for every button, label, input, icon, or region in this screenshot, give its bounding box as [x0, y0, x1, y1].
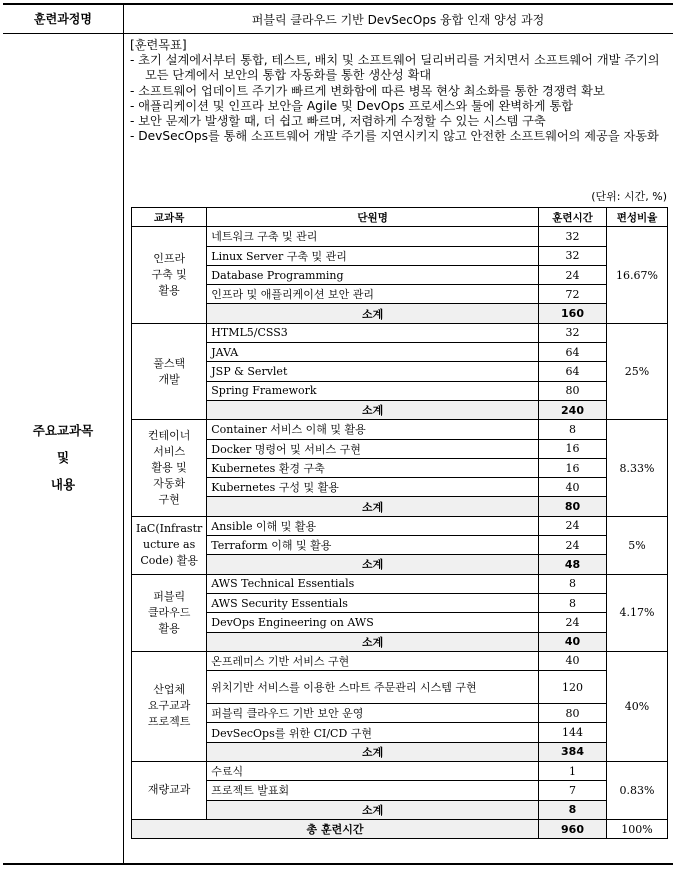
subtotal-row	[132, 632, 668, 651]
subject-name: 산업체 요구교과 프로젝트	[132, 651, 207, 761]
unit-name: Ansible 이해 및 활용	[207, 516, 539, 535]
unit-name: Terraform 이해 및 활용	[207, 536, 539, 555]
unit-hours: 32	[539, 246, 607, 265]
subject-ratio: 16.67%	[607, 227, 668, 323]
subject-table	[131, 207, 668, 839]
goal-list	[130, 53, 670, 144]
header-subject: 교과목	[132, 208, 207, 227]
subject-ratio: 40%	[607, 651, 668, 761]
subject-name: 풀스택 개발	[132, 323, 207, 419]
subtotal-row	[132, 400, 668, 419]
header-unit: 단원명	[207, 208, 539, 227]
row-divider	[3, 33, 673, 34]
unit-name: 수료식	[207, 762, 539, 781]
table-row	[132, 265, 668, 284]
table-row	[132, 381, 668, 400]
unit-name: Kubernetes 구성 및 활용	[207, 478, 539, 497]
subject-ratio: 4.17%	[607, 574, 668, 651]
unit-name: 네트워크 구축 및 관리	[207, 227, 539, 246]
table-row	[132, 246, 668, 265]
unit-hours: 144	[539, 723, 607, 742]
table-row	[132, 762, 668, 781]
section-label	[3, 417, 123, 498]
unit-hours: 24	[539, 613, 607, 632]
section-label-line: 주요교과목	[32, 423, 94, 438]
subtotal-hours: 384	[539, 742, 607, 761]
unit-name: JSP & Servlet	[207, 362, 539, 381]
unit-hours: 120	[539, 671, 607, 704]
column-divider	[123, 5, 124, 863]
table-row	[132, 478, 668, 497]
table-row	[132, 362, 668, 381]
table-row	[132, 343, 668, 362]
table-row	[132, 574, 668, 593]
subtotal-label: 소계	[207, 400, 539, 419]
subtotal-label: 소계	[207, 555, 539, 574]
unit-hours: 32	[539, 323, 607, 342]
subtotal-hours: 8	[539, 800, 607, 819]
table-row	[132, 516, 668, 535]
unit-hours: 16	[539, 439, 607, 458]
unit-name: Database Programming	[207, 265, 539, 284]
subtotal-hours: 240	[539, 400, 607, 419]
table-row	[132, 439, 668, 458]
subject-ratio: 0.83%	[607, 762, 668, 820]
unit-hours: 1	[539, 762, 607, 781]
subtotal-label: 소계	[207, 742, 539, 761]
table-row	[132, 613, 668, 632]
goal-header: [훈련목표]	[130, 38, 187, 52]
table-row	[132, 593, 668, 612]
unit-hours: 24	[539, 536, 607, 555]
unit-name: 퍼블릭 클라우드 기반 보안 운영	[207, 704, 539, 723]
header-hours: 훈련시간	[539, 208, 607, 227]
goal-item: - DevSecOps를 통해 소프트웨어 개발 주기를 지연시키지 않고 안전한 소프트웨어의 제공을 자동화	[130, 129, 659, 144]
unit-name: 프로젝트 발표회	[207, 781, 539, 800]
table-row	[132, 227, 668, 246]
subject-ratio: 8.33%	[607, 420, 668, 516]
table-row	[132, 723, 668, 742]
subject-name: 재량교과	[132, 762, 207, 820]
goal-item: - 애플리케이션 및 인프라 보안을 Agile 및 DevOps 프로세스와 툴에 완벽하게 통합	[130, 98, 574, 113]
unit-name: Container 서비스 이해 및 활용	[207, 420, 539, 439]
subject-ratio: 5%	[607, 516, 668, 574]
unit-hours: 16	[539, 458, 607, 477]
unit-hours: 8	[539, 420, 607, 439]
table-row	[132, 671, 668, 704]
total-label: 총 훈련시간	[132, 819, 539, 838]
table-row	[132, 285, 668, 304]
subject-name: IaC(Infrastr ucture as Code) 활용	[132, 516, 207, 574]
unit-hours: 24	[539, 265, 607, 284]
unit-name: DevSecOps를 위한 CI/CD 구현	[207, 723, 539, 742]
subject-name: 컨테이너 서비스 활용 및 자동화 구현	[132, 420, 207, 516]
unit-hours: 24	[539, 516, 607, 535]
section-label-line: 및	[56, 450, 70, 465]
unit-name: 위치기반 서비스를 이용한 스마트 주문관리 시스템 구현	[207, 671, 539, 704]
subtotal-label: 소계	[207, 632, 539, 651]
subtotal-hours: 160	[539, 304, 607, 323]
table-header-row	[132, 208, 668, 227]
unit-hours: 40	[539, 478, 607, 497]
total-hours: 960	[539, 819, 607, 838]
section-label-line: 내용	[50, 477, 76, 492]
goal-item: - 보안 문제가 발생할 때, 더 쉽고 빠르며, 저렴하게 수정할 수 있는 시스템 구축	[130, 114, 546, 129]
subject-name: 인프라 구축 및 활용	[132, 227, 207, 323]
unit-name: HTML5/CSS3	[207, 323, 539, 342]
unit-name: AWS Security Essentials	[207, 593, 539, 612]
unit-name: Spring Framework	[207, 381, 539, 400]
unit-hours: 64	[539, 343, 607, 362]
program-title-label: 훈련과정명	[34, 12, 92, 26]
unit-name: 인프라 및 애플리케이션 보안 관리	[207, 285, 539, 304]
unit-hours: 8	[539, 574, 607, 593]
table-row	[132, 781, 668, 800]
unit-name: JAVA	[207, 343, 539, 362]
subtotal-label: 소계	[207, 497, 539, 516]
subtotal-row	[132, 497, 668, 516]
subtotal-hours: 40	[539, 632, 607, 651]
subject-name: 퍼블릭 클라우드 활용	[132, 574, 207, 651]
subtotal-row	[132, 304, 668, 323]
unit-name: DevOps Engineering on AWS	[207, 613, 539, 632]
unit-hours: 64	[539, 362, 607, 381]
unit-hours: 80	[539, 704, 607, 723]
unit-hours: 7	[539, 781, 607, 800]
subtotal-row	[132, 742, 668, 761]
unit-name: Linux Server 구축 및 관리	[207, 246, 539, 265]
subtotal-label: 소계	[207, 304, 539, 323]
total-row	[132, 819, 668, 838]
table-row	[132, 651, 668, 670]
training-goals	[130, 38, 670, 144]
unit-hours: 72	[539, 285, 607, 304]
unit-name: Docker 명령어 및 서비스 구현	[207, 439, 539, 458]
unit-name: Kubernetes 환경 구축	[207, 458, 539, 477]
unit-hours: 32	[539, 227, 607, 246]
unit-hours: 80	[539, 381, 607, 400]
table-row	[132, 323, 668, 342]
unit-name: AWS Technical Essentials	[207, 574, 539, 593]
unit-note: (단위: 시간, %)	[591, 190, 667, 203]
subtotal-row	[132, 800, 668, 819]
table-row	[132, 458, 668, 477]
goal-item: - 소프트웨어 업데이트 주기가 빠르게 변화함에 따른 병목 현상 최소화를 통한 경쟁력 확보	[130, 83, 605, 98]
total-ratio: 100%	[607, 819, 668, 838]
unit-hours: 8	[539, 593, 607, 612]
table-row	[132, 420, 668, 439]
program-title: 퍼블릭 클라우드 기반 DevSecOps 융합 인재 양성 과정	[251, 12, 545, 27]
subject-ratio: 25%	[607, 323, 668, 419]
subtotal-label: 소계	[207, 800, 539, 819]
subtotal-hours: 80	[539, 497, 607, 516]
header-ratio: 편성비율	[607, 208, 668, 227]
goal-item: - 초기 설계에서부터 통합, 테스트, 배치 및 소프트웨어 딜리버리를 거치면서 소프트웨어 개발 주기의 모든 단계에서 보안의 통합 자동화를 통한 생산성 확대	[130, 53, 660, 83]
unit-hours: 40	[539, 651, 607, 670]
table-row	[132, 704, 668, 723]
subtotal-hours: 48	[539, 555, 607, 574]
table-row	[132, 536, 668, 555]
subtotal-row	[132, 555, 668, 574]
unit-name: 온프레미스 기반 서비스 구현	[207, 651, 539, 670]
